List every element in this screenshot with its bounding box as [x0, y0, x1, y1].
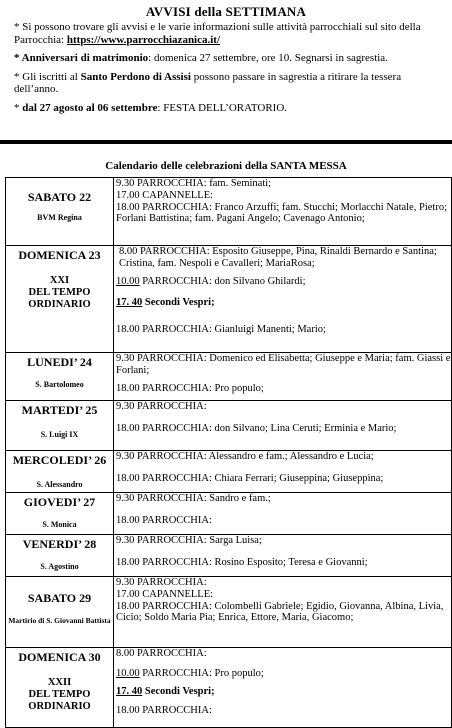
calendar-title: Calendario delle celebrazioni della SANTA MESSA: [105, 160, 347, 172]
event-line: 8.00 PARROCCHIA: Esposito Giuseppe, Pina, Rinaldi Bernardo e Santina; Cristina, fam. Nespoli e Cavalleri; MariaRosa;: [119, 246, 437, 269]
notice-perdono-bold: Santo Perdono di Assisi: [80, 70, 191, 83]
day-name: MERCOLEDI’ 26: [12, 453, 107, 467]
table-row: [6, 493, 452, 535]
day-saint: S. Alessandro: [36, 480, 83, 489]
event-line: 9.30 PARROCCHIA: Domenico ed Elisabetta; Giuseppe e Maria; fam. Giassi e Forlani;: [116, 353, 451, 376]
day-saint: S. Bartolomeo: [35, 380, 84, 389]
day-saint: Martirio di S. Giovanni Battista: [8, 616, 111, 625]
table-row: [6, 451, 452, 493]
notice-festa-text: : FESTA DELL’ORATORIO.: [157, 101, 288, 114]
events-cell: [114, 246, 452, 353]
parish-website-link[interactable]: https://www.parrocchiazanica.it/: [66, 33, 221, 46]
event-line: 18.00 PARROCCHIA: don Silvano; Lina Ceruti; Erminia e Mario;: [116, 422, 397, 434]
table-row: [6, 178, 452, 246]
events-cell: [114, 451, 452, 493]
notice-festa-pre: *: [14, 101, 23, 114]
event-line: 17.00 CAPANNELLE:: [116, 588, 214, 600]
table-row: [6, 535, 452, 577]
event-line: 10.00 PARROCCHIA: Pro populo;: [116, 667, 264, 679]
table-row: [6, 246, 452, 353]
day-name: SABATO 22: [27, 190, 92, 204]
day-saint: BVM Regina: [37, 213, 82, 222]
day-saint: S. Monica: [42, 520, 77, 529]
day-liturgy: XXII DEL TEMPO ORDINARIO: [28, 677, 91, 712]
notice-website-text: * Si possono trovare gli avvisi e le varie informazioni sulle attività parrocchiali sul sito della Parrocchia:: [14, 21, 421, 46]
events-cell: [114, 577, 452, 648]
notice-anniversari-bold: * Anniversari di matrimonio: [14, 52, 149, 64]
event-line: 9.30 PARROCCHIA:: [116, 401, 207, 412]
notice-festa-bold: dal 27 agosto al 06 settembre: [22, 101, 158, 114]
day-name: MARTEDI’ 25: [21, 403, 98, 417]
table-row: [6, 401, 452, 451]
day-cell: [6, 535, 114, 577]
event-line: 8.00 PARROCCHIA:: [116, 648, 207, 659]
day-saint: S. Luigi IX: [40, 430, 79, 439]
day-cell: [6, 178, 114, 246]
notice-website: [14, 21, 446, 46]
event-time: 10.00: [116, 667, 140, 679]
divider-rule: [0, 140, 452, 144]
day-cell: [6, 648, 114, 728]
notice-anniversari: [14, 52, 446, 65]
event-line: 17. 40 Secondi Vespri;: [116, 297, 215, 309]
event-line: 18.00 PARROCCHIA: Gianluigi Manenti; Mario;: [116, 324, 326, 336]
day-name: DOMENICA 23: [18, 248, 101, 262]
events-cell: [114, 178, 452, 246]
table-row: [6, 353, 452, 401]
day-name: GIOVEDI’ 27: [23, 495, 96, 509]
event-line: 9.30 PARROCCHIA: Sarga Luisa;: [116, 535, 262, 546]
day-name: VENERDI’ 28: [22, 537, 97, 551]
table-row: [6, 577, 452, 648]
event-line: 10.00 PARROCCHIA: don Silvano Ghilardi;: [116, 275, 306, 287]
event-line: 18.00 PARROCCHIA: Rosino Esposito; Teresa e Giovanni;: [116, 556, 368, 568]
day-name: DOMENICA 30: [18, 650, 101, 664]
event-line: 18.00 PARROCCHIA: Chiara Ferrari; Giuseppina; Giuseppina;: [116, 472, 384, 484]
event-line: 9.30 PARROCCHIA:: [116, 577, 207, 588]
notice-perdono-text: possono passare in sagrestia a ritirare la tessera dell’anno.: [14, 70, 402, 95]
notice-perdono-pre: * Gli iscritti al: [14, 70, 81, 83]
day-cell: [6, 577, 114, 648]
event-line: 18.00 PARROCCHIA: Franco Arzuffi; fam. Stucchi; Morlacchi Natale, Pietro; Forlani Battistina; fam. Pagani Angelo; Cavenago Antonio;: [116, 201, 447, 225]
event-line: 18.00 PARROCCHIA:: [116, 705, 212, 717]
day-cell: [6, 493, 114, 535]
notice-festa: [14, 102, 446, 115]
notice-anniversari-text: : domenica 27 settembre, ore 10. Segnarsi in sagrestia.: [148, 52, 388, 64]
day-cell: [6, 451, 114, 493]
event-line: 9.30 PARROCCHIA: fam. Seminati;: [116, 178, 272, 189]
events-cell: [114, 493, 452, 535]
event-line: 17.00 CAPANNELLE:: [116, 189, 214, 201]
page-title: AVVISI della SETTIMANA: [145, 4, 307, 19]
mass-calendar-table: [5, 177, 452, 728]
notice-perdono: [14, 71, 446, 96]
table-row: [6, 648, 452, 728]
event-line: 18.00 PARROCCHIA: Pro populo;: [116, 382, 264, 394]
event-line: 18.00 PARROCCHIA: Colombelli Gabriele; Egidio, Giovanna, Albina, Livia, Cicio; Soldo Maria Pia; Enrica, Ettore, Maria, Giacomo;: [116, 600, 444, 624]
day-cell: [6, 401, 114, 451]
events-cell: [114, 648, 452, 728]
day-cell: [6, 246, 114, 353]
events-cell: [114, 535, 452, 577]
notices-section: [0, 0, 452, 114]
event-line: 17. 40 Secondi Vespri;: [116, 685, 215, 697]
events-cell: [114, 353, 452, 401]
event-line: 9.30 PARROCCHIA: Sandro e fam.;: [116, 493, 271, 504]
event-line: 18.00 PARROCCHIA:: [116, 514, 212, 526]
day-name: SABATO 29: [27, 591, 92, 605]
day-name: LUNEDI’ 24: [27, 355, 92, 369]
event-line: 9.30 PARROCCHIA: Alessandro e fam.; Alessandro e Lucia;: [116, 451, 374, 462]
event-time: 10.00: [116, 275, 140, 287]
day-saint: S. Agostino: [40, 562, 79, 571]
day-liturgy: XXI DEL TEMPO ORDINARIO: [28, 275, 91, 310]
events-cell: [114, 401, 452, 451]
day-cell: [6, 353, 114, 401]
